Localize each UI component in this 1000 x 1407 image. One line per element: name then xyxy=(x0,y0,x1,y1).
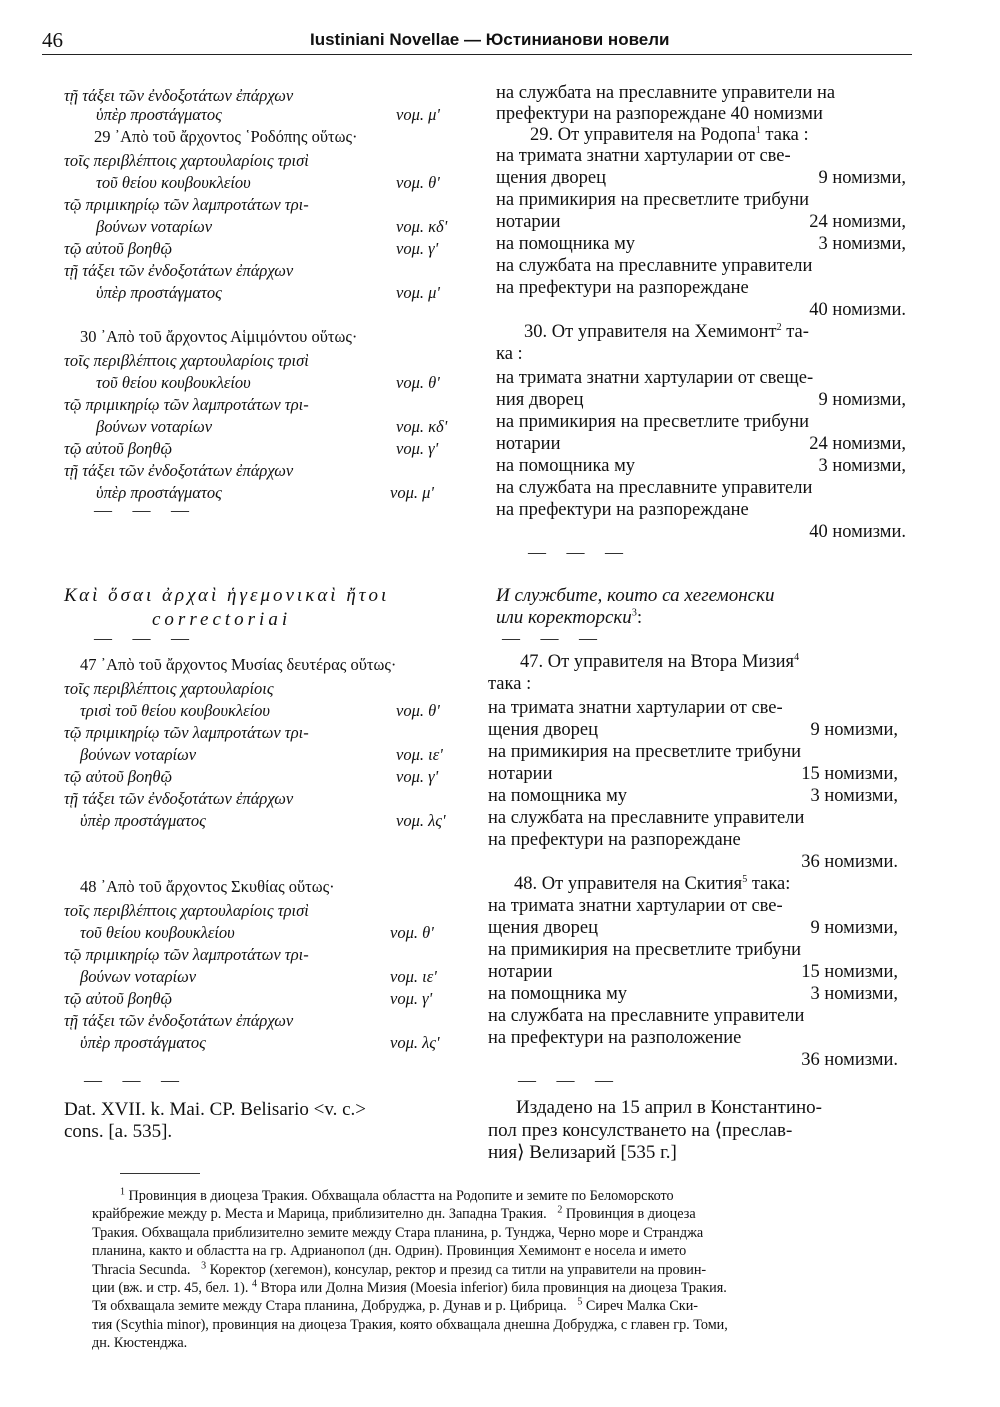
greek-line: τοῖς περιβλέπτοις χαρτουλαρίοις τρισὶ xyxy=(64,901,309,920)
bg-line: на префектури на разположение xyxy=(488,1028,742,1048)
greek-line: τῇ τάξει τῶν ἐνδοξοτάτων ἐπάρχων xyxy=(64,789,294,808)
footnote-text: планина, както и областта на гр. Адрианопол (дн. Одрин). Провинция Хемимонт е носела и името xyxy=(92,1243,687,1260)
footnote-text: Thracia Secunda. xyxy=(92,1261,191,1278)
bg-line: нотарии xyxy=(488,962,553,982)
footnote-mark: 5 xyxy=(742,873,748,885)
greek-line: τοῦ θείου κουβουκλείου xyxy=(96,173,251,192)
bg-value: 3 номизми, xyxy=(810,984,898,1004)
bg-value: 15 номизми, xyxy=(801,764,898,784)
bg-line: 48. От управителя на Скития xyxy=(514,874,743,894)
greek-value: νομ. ιε' xyxy=(396,745,443,764)
bg-line: щения дворец xyxy=(496,168,607,188)
greek-line: τοῖς περιβλέπτοις χαρτουλαρίοις xyxy=(64,679,274,698)
dating-formula-bg: пол през консулстването на ⟨преслав- xyxy=(488,1120,793,1141)
bg-value: 3 номизми, xyxy=(818,456,906,476)
greek-section-30: 30 ᾿Απὸ τοῦ ἄρχοντος Αἱμιμόντου οὕτως· xyxy=(80,327,358,346)
bg-line: на помощника му xyxy=(488,984,628,1004)
footnote-mark: 3 xyxy=(201,1259,207,1271)
bg-line: щения дворец xyxy=(488,918,599,938)
footnote-mark: 1 xyxy=(755,124,761,136)
greek-line: βούνων νοταρίων xyxy=(96,417,213,436)
bg-line: на службата на преславните управители на xyxy=(496,83,836,103)
greek-line: ὑπὲρ προστάγματος xyxy=(96,483,222,502)
greek-value: νομ. κδ' xyxy=(396,217,448,236)
greek-line: βούνων νοταρίων xyxy=(96,217,213,236)
bg-heading: И службите, които са хегемонски xyxy=(496,585,775,606)
footnote-text: Провинция в диоцеза Тракия. Обхващала областта на Родопите и земите по Беломорското xyxy=(128,1188,674,1204)
greek-line: τῷ πριμικηρίῳ τῶν λαμπροτάτων τρι- xyxy=(64,723,309,742)
bg-value: 9 номизми, xyxy=(810,720,898,740)
section-divider: — — — xyxy=(528,542,631,562)
footnote-text: тия (Scythia minor), провинция на диоцеза Тракия, която обхващала днешна Добруджа, с главен гр. Томи, xyxy=(92,1316,728,1333)
greek-value: νομ. κδ' xyxy=(396,417,448,436)
greek-value: νομ. γ' xyxy=(396,439,439,458)
footnote-mark: 4 xyxy=(794,651,800,663)
footnote-mark: 2 xyxy=(776,321,782,333)
bg-value: 24 номизми, xyxy=(809,212,906,232)
bg-value: 3 номизми, xyxy=(818,234,906,254)
header-rule xyxy=(42,54,912,55)
bg-line: на помощника му xyxy=(496,234,636,254)
footnote-text: Коректор (хегемон), консулар, ректор и презид са титли на управители на провин- xyxy=(209,1261,707,1278)
bg-line: на примикирия на пресветлите трибуни xyxy=(496,412,810,432)
bg-line: на тримата знатни хартуларии от све- xyxy=(488,896,783,916)
footnote-mark: 5 xyxy=(577,1296,583,1308)
bg-section-29 xyxy=(530,125,809,146)
greek-value: νομ. μ' xyxy=(396,105,440,124)
dating-formula-bg: Издадено на 15 април в Константино- xyxy=(516,1097,823,1118)
bg-heading-line2: или коректорски xyxy=(496,607,632,628)
section-divider: — — — xyxy=(518,1070,621,1090)
greek-value: νομ. γ' xyxy=(390,989,433,1008)
greek-section-47: 47 ᾿Απὸ τοῦ ἄρχοντος Μυσίας δευτέρας οὕτως· xyxy=(80,655,397,674)
dating-formula-latin: Dat. XVII. k. Mai. CP. Belisario <v. c.> xyxy=(64,1099,366,1120)
greek-value: νομ. ιε' xyxy=(390,967,437,986)
greek-line: τῷ πριμικηρίῳ τῶν λαμπροτάτων τρι- xyxy=(64,945,309,964)
footnote-mark: 4 xyxy=(251,1278,257,1290)
bg-line: на тримата знатни хартуларии от све- xyxy=(488,698,783,718)
greek-heading-correctoriai: correctoriai xyxy=(152,609,292,630)
bg-line: на примикирия на пресветлите трибуни xyxy=(488,742,802,762)
greek-line: τοῦ θείου κουβουκλείου xyxy=(80,923,235,942)
bg-section-48 xyxy=(514,874,790,895)
greek-line: τῇ τάξει τῶν ἐνδοξοτάτων ἐπάρχων xyxy=(64,261,294,280)
bg-value: 40 номизми. xyxy=(809,300,906,320)
footnotes xyxy=(92,1187,904,1353)
bg-line: на префектури на разпореждане xyxy=(496,500,749,520)
bg-value: 36 номизми. xyxy=(801,1050,898,1070)
bg-line: на службата на преславните управители xyxy=(488,1006,805,1026)
greek-line: τῇ τάξει τῶν ἐνδοξοτάτων ἐπάρχων xyxy=(64,1011,294,1030)
greek-line: τοῦ θείου κουβουκλείου xyxy=(96,373,251,392)
page-number: 46 xyxy=(42,28,63,52)
greek-line: τῷ αὐτοῦ βοηθῷ xyxy=(64,439,173,458)
bg-line: на тримата знатни хартуларии от све- xyxy=(496,146,791,166)
bg-value: 9 номизми, xyxy=(810,918,898,938)
greek-line: ὑπὲρ προστάγματος xyxy=(80,1033,206,1052)
greek-line: ὑπὲρ προστάγματος xyxy=(96,105,222,124)
greek-line: τῇ τάξει τῶν ἐνδοξοτάτων ἐπάρχων xyxy=(64,86,294,105)
section-divider: — — — xyxy=(502,628,605,648)
bg-value: 36 номизми. xyxy=(801,852,898,872)
bg-line: нотарии xyxy=(488,764,553,784)
dating-formula-latin: cons. [a. 535]. xyxy=(64,1121,173,1142)
bg-line: нотарии xyxy=(496,212,561,232)
bg-line: 29. От управителя на Родопа xyxy=(530,125,756,145)
footnote-text: дн. Кюстенджа. xyxy=(92,1335,188,1352)
bg-line: така : xyxy=(488,674,532,694)
bg-line: 30. От управителя на Хемимонт xyxy=(524,322,777,342)
greek-line: βούνων νοταρίων xyxy=(80,967,197,986)
bg-line: ка : xyxy=(496,344,523,364)
footnote-mark: 1 xyxy=(120,1186,125,1198)
bg-line: 47. От управителя на Втора Мизия xyxy=(520,652,795,672)
bg-line: на тримата знатни хартуларии от свеще- xyxy=(496,368,814,388)
bg-line: на префектури на разпореждане xyxy=(488,830,741,850)
bg-line: на помощника му xyxy=(496,456,636,476)
greek-value: νομ. θ' xyxy=(390,923,434,942)
greek-line: τῷ αὐτοῦ βοηθῷ xyxy=(64,239,173,258)
greek-section-48: 48 ᾿Απὸ τοῦ ἄρχοντος Σκυθίας οὕτως· xyxy=(80,877,335,896)
greek-line: τῷ αὐτοῦ βοηθῷ xyxy=(64,767,173,786)
bg-value: 9 номизми, xyxy=(818,390,906,410)
bg-line: на помощника му xyxy=(488,786,628,806)
bg-line: на примикирия на пресветлите трибуни xyxy=(488,940,802,960)
footnote-text: Тя обхващала земите между Стара планина, Добруджа, р. Дунав и р. Цибрица. xyxy=(92,1298,567,1315)
dating-formula-bg: ния⟩ Велизарий [535 г.] xyxy=(488,1142,677,1163)
bg-heading xyxy=(496,607,642,629)
footnote-text: крайбрежие между р. Места и Марица, приблизително дн. Западна Тракия. xyxy=(92,1206,547,1223)
footnote-rule xyxy=(120,1173,200,1174)
greek-line: τοῖς περιβλέπτοις χαρτουλαρίοις τρισὶ xyxy=(64,151,309,170)
greek-value: νομ. λς' xyxy=(390,1033,440,1052)
bg-value: 24 номизми, xyxy=(809,434,906,454)
footnote-text: Втора или Долна Мизия (Moesia inferior) била провинция на диоцеза Тракия. xyxy=(260,1280,727,1297)
bg-line: на службата на преславните управители xyxy=(488,808,805,828)
greek-line: τοῖς περιβλέπτοις χαρτουλαρίοις τρισὶ xyxy=(64,351,309,370)
greek-line: τῷ πριμικηρίῳ τῶν λαμπροτάτων τρι- xyxy=(64,195,309,214)
running-title: Iustiniani Novellae — Юстинианови новели xyxy=(310,30,670,49)
greek-value: νομ. θ' xyxy=(396,173,440,192)
greek-line: τῇ τάξει τῶν ἐνδοξοτάτων ἐπάρχων xyxy=(64,461,294,480)
greek-value: νομ. λς' xyxy=(396,811,446,830)
bg-line-suffix: та- xyxy=(781,322,809,342)
greek-value: νομ. γ' xyxy=(396,239,439,258)
greek-line: τῷ αὐτοῦ βοηθῷ xyxy=(64,989,173,1008)
greek-line: τῷ πριμικηρίῳ τῶν λαμπροτάτων τρι- xyxy=(64,395,309,414)
greek-value: νομ. γ' xyxy=(396,767,439,786)
greek-line: τρισὶ τοῦ θείου κουβουκλείου xyxy=(80,701,271,720)
greek-value: νομ. θ' xyxy=(396,701,440,720)
bg-line: нотарии xyxy=(496,434,561,454)
greek-value: νομ. μ' xyxy=(396,283,440,302)
greek-value: νομ. μ' xyxy=(390,483,434,502)
bg-section-47 xyxy=(520,652,799,673)
bg-value: 3 номизми, xyxy=(810,786,898,806)
bg-line: на службата на преславните управители xyxy=(496,256,813,276)
greek-section-29: 29 ᾿Απὸ τοῦ ἄρχοντος ῾Ροδόπης οὕτως· xyxy=(94,127,358,146)
bg-line: ния дворец xyxy=(496,390,584,410)
bg-section-30 xyxy=(524,322,809,343)
greek-heading: Καὶ ὅσαι ἀρχαὶ ἡγεμονικαὶ ἤτοι xyxy=(64,585,390,606)
bg-line: щения дворец xyxy=(488,720,599,740)
footnote-mark: 2 xyxy=(557,1204,563,1216)
bg-line-suffix: така : xyxy=(760,125,809,145)
bg-value: 40 номизми. xyxy=(809,522,906,542)
section-divider: — — — xyxy=(84,1070,187,1090)
section-divider: — — — xyxy=(94,500,197,520)
bg-value: 15 номизми, xyxy=(801,962,898,982)
greek-value: νομ. θ' xyxy=(396,373,440,392)
bg-line-suffix: така: xyxy=(747,874,791,894)
greek-line: ὑπὲρ προστάγματος xyxy=(96,283,222,302)
footnote-text: Провинция в диоцеза xyxy=(565,1206,696,1223)
greek-line: βούνων νοταρίων xyxy=(80,745,197,764)
bg-line: на префектури на разпореждане xyxy=(496,278,749,298)
footnote-text: Тракия. Обхващала приблизително земите между Стара планина, р. Тунджа, Черно море и Странджа xyxy=(92,1224,704,1241)
footnote-text: ции (вж. и стр. 45, бел. 1). xyxy=(92,1280,249,1297)
footnote-mark: 3 xyxy=(631,607,637,619)
footnote-text: Сиреч Малка Ски- xyxy=(585,1298,699,1315)
bg-heading-colon: : xyxy=(636,607,643,628)
section-divider: — — — xyxy=(94,628,197,648)
bg-line: на примикирия на пресветлите трибуни xyxy=(496,190,810,210)
bg-line: на службата на преславните управители xyxy=(496,478,813,498)
bg-line: префектури на разпореждане 40 номизми xyxy=(496,104,823,124)
greek-line: ὑπὲρ προστάγματος xyxy=(80,811,206,830)
bg-value: 9 номизми, xyxy=(818,168,906,188)
